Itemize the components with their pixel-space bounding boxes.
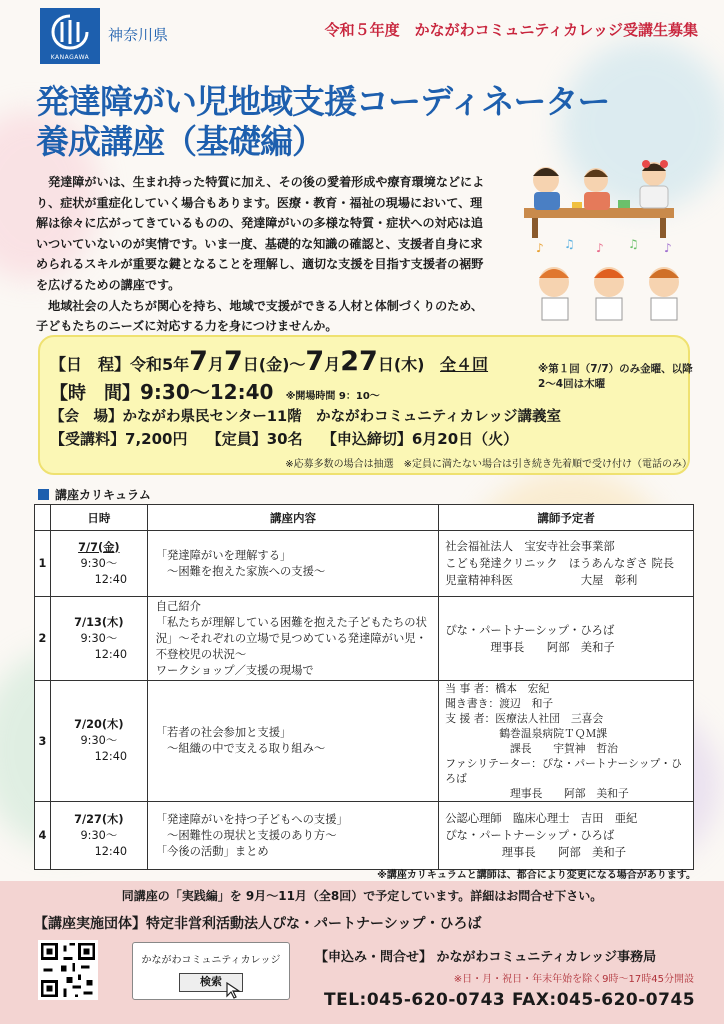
time-label: 【時 間】 <box>50 383 140 404</box>
lecturer-line: 支 援 者：医療法人社団 三喜会 <box>445 712 604 725</box>
session-number: 3 <box>35 681 51 802</box>
start-month: 7 <box>189 346 208 377</box>
table-header-cell: 講座内容 <box>147 505 439 531</box>
session-content <box>147 597 439 681</box>
fax-number: FAX:045-620-0745 <box>512 990 696 1010</box>
start-day: 7 <box>223 346 243 377</box>
session-date <box>50 531 147 597</box>
lecturer-line: ファシリテーター：ぴな・パートナーシップ・ひろば <box>445 757 682 785</box>
deadline-label: 【申込締切】 <box>321 430 412 448</box>
session-start: 9:30～ <box>80 734 118 747</box>
prefecture-name: 神奈川県 <box>108 26 169 44</box>
schedule-label: 【日 程】 <box>50 355 131 374</box>
end-day: 27 <box>340 346 378 377</box>
kanagawa-emblem-icon <box>48 14 92 50</box>
singing-children-illustration <box>524 238 694 328</box>
time-value: 9:30～12:40 <box>140 380 274 404</box>
lecturer-line: 理事長 阿部 美和子 <box>445 787 629 800</box>
open-time-note: ※開場時間 9：10～ <box>285 391 380 402</box>
fee-label: 【受講料】 <box>50 430 126 448</box>
session-end: 12:40 <box>94 572 128 586</box>
session-end: 12:40 <box>94 844 128 858</box>
intro-text <box>36 172 494 337</box>
content-line: 「若者の社会参加と支援」 <box>155 726 292 739</box>
curriculum-table <box>34 504 694 870</box>
lecturer-line: 課長 宇賀神 哲治 <box>445 742 618 755</box>
page-title-line-2: 養成講座（基礎編） <box>36 122 324 161</box>
schedule-year: 令和5年 <box>130 355 190 374</box>
capacity-label: 【定員】 <box>206 430 267 448</box>
apply-note: ※応募多数の場合は抽選 ※定員に満たない場合は引き続き先着順で受け付け（電話のみ） <box>285 459 692 470</box>
svg-text:♪: ♪ <box>536 241 544 255</box>
search-button[interactable]: 検索 <box>179 973 243 992</box>
session-count: 全４回 <box>440 355 489 374</box>
search-box <box>132 942 290 1000</box>
schedule-row <box>50 346 488 377</box>
qr-code-icon[interactable] <box>38 940 98 1000</box>
classroom-illustration <box>514 150 694 240</box>
table-row <box>35 681 694 802</box>
phone-number: TEL:045-620-0743 <box>324 990 506 1010</box>
end-dow: 日(木) <box>377 355 425 374</box>
fee-value: 7,200円 <box>125 430 188 448</box>
lecturer-line: ぴな・パートナーシップ・ひろば <box>445 829 615 842</box>
content-line: 「発達障がいを理解する」 <box>155 548 292 562</box>
capacity-value: 30名 <box>266 430 303 448</box>
session-lecturer <box>439 681 694 802</box>
lecturer-line: 公認心理師 臨床心理士 吉田 亜紀 <box>445 812 638 825</box>
curriculum-heading <box>38 486 151 503</box>
schedule-note: ※第１回（7/7）のみ金曜、以降2～4回は木曜 <box>538 363 693 390</box>
content-line: ～困難を抱えた家族への支援～ <box>155 564 326 578</box>
intro-paragraph: 発達障がいは、生まれ持った特質に加え、その後の愛着形成や療育環境などにより、症状が重症化していく場合もあります。医療・教育・福祉の現場において、理解は徐々に広がってきているものの、発達障がいの多様な特質・症状への対応は追いついていないのが実情です。いま一度、基礎的な知識の確認と、支援者自身に求められるスキルが重要な鍵となることを理解し、適切な支援を目指す支援者の裾野を広げるための講座です。 <box>36 175 485 292</box>
session-day: 7/13(木) <box>74 615 124 629</box>
table-row <box>35 597 694 681</box>
svg-text:♪: ♪ <box>664 241 672 255</box>
deadline-value: 6月20日（火） <box>411 430 519 448</box>
content-line: ～組織の中で支える取り組み～ <box>155 742 326 755</box>
start-dow: 日(金) <box>242 355 290 374</box>
curriculum-note: ※講座カリキュラムと講師は、都合により変更になる場合があります。 <box>377 870 696 881</box>
table-header-cell: 講師予定者 <box>439 505 694 531</box>
content-line: ～困難性の現状と支援のあり方～ <box>155 828 337 842</box>
session-date <box>50 681 147 802</box>
session-content <box>147 802 439 870</box>
table-row <box>35 531 694 597</box>
table-header-cell: 日時 <box>50 505 147 531</box>
search-keyword: かながわコミュニティカレッジ <box>141 955 281 966</box>
session-number: 4 <box>35 802 51 870</box>
venue-row <box>50 405 561 426</box>
start-month-suffix: 月 <box>207 355 224 374</box>
lecturer-line: 社会福祉法人 宝安寺社会事業部 <box>445 540 615 553</box>
session-start: 9:30～ <box>80 631 118 645</box>
session-number: 1 <box>35 531 51 597</box>
organizer: 【講座実施団体】特定非営利活動法人ぴな・パートナーシップ・ひろば <box>34 916 482 932</box>
range-tilde: ～ <box>289 355 306 374</box>
intro-paragraph: 地域社会の人たちが関心を持ち、地域で支援ができる人材と体制づくりのため、子どもたちのニーズに対応する力を身につけませんか。 <box>36 298 483 334</box>
table-row <box>35 802 694 870</box>
session-content <box>147 531 439 597</box>
session-start: 9:30～ <box>80 828 118 842</box>
inquiry-contact: 【申込み・問合せ】 かながわコミュニティカレッジ事務局 <box>315 950 657 965</box>
venue-label: 【会 場】 <box>50 409 123 425</box>
session-number: 2 <box>35 597 51 681</box>
lecturer-line: こども発達クリニック ほうあんなぎさ 院長 <box>445 557 675 570</box>
content-line: 「私たちが理解している困難を抱えた子どもたちの状況」～それぞれの立場で見つめている発達障がい児・不登校児の状況～ <box>155 615 427 661</box>
svg-text:♪: ♪ <box>596 241 604 255</box>
lecturer-line: 鶴巻温泉病院ＴＱＭ課 <box>445 727 608 740</box>
end-month-suffix: 月 <box>324 355 341 374</box>
time-row <box>50 376 380 405</box>
session-lecturer <box>439 597 694 681</box>
venue-value: かながわ県民センター11階 かながわコミュニティカレッジ講義室 <box>122 409 562 425</box>
lecturer-line: ぴな・パートナーシップ・ひろば <box>445 623 615 637</box>
session-day: 7/20(木) <box>74 718 124 731</box>
session-lecturer <box>439 802 694 870</box>
end-month: 7 <box>305 346 325 377</box>
session-date <box>50 802 147 870</box>
lecturer-line: 聞き書き：渡辺 和子 <box>445 697 554 710</box>
session-day: 7/7(金) <box>78 540 120 554</box>
curriculum-title: 講座カリキュラム <box>55 488 151 502</box>
lecturer-line: 当 事 者：橋本 宏紀 <box>445 682 550 695</box>
session-end: 12:40 <box>94 750 128 763</box>
cursor-icon <box>225 981 243 999</box>
session-start: 9:30～ <box>80 556 118 570</box>
session-lecturer <box>439 531 694 597</box>
svg-text:♫: ♫ <box>564 238 575 251</box>
session-day: 7/27(木) <box>74 812 124 826</box>
practice-course-note: 同講座の「実践編」を 9月～11月（全8回）で予定しています。詳細はお問合せ下さい。 <box>121 889 603 903</box>
fee-row <box>50 428 518 449</box>
content-line: 自己紹介 <box>155 599 201 613</box>
lecturer-line: 児童精神科医 大屋 彰利 <box>445 574 638 587</box>
kanagawa-logo <box>40 8 100 64</box>
content-line: 「発達障がいを持つ子どもへの支援」 <box>155 812 348 826</box>
lecturer-line: 理事長 阿部 美和子 <box>445 846 626 859</box>
recruit-heading: 令和５年度 かながわコミュニティカレッジ受講生募集 <box>324 21 698 39</box>
session-date <box>50 597 147 681</box>
section-square-icon <box>38 489 49 500</box>
content-line: ワークショップ／支援の現場で <box>155 663 314 677</box>
table-header-row <box>35 505 694 531</box>
lecturer-line: 理事長 阿部 美和子 <box>445 640 615 654</box>
page-title-line-1: 発達障がい児地域支援コーディネーター <box>36 82 610 121</box>
svg-text:♫: ♫ <box>628 238 639 251</box>
office-hours: ※日・月・祝日・年末年始を除く9時～17時45分開設 <box>453 974 694 985</box>
logo-text: KANAGAWA <box>50 54 90 61</box>
content-line: 「今後の活動」まとめ <box>155 844 269 858</box>
session-content <box>147 681 439 802</box>
table-header-num <box>35 505 51 531</box>
session-end: 12:40 <box>94 647 128 661</box>
